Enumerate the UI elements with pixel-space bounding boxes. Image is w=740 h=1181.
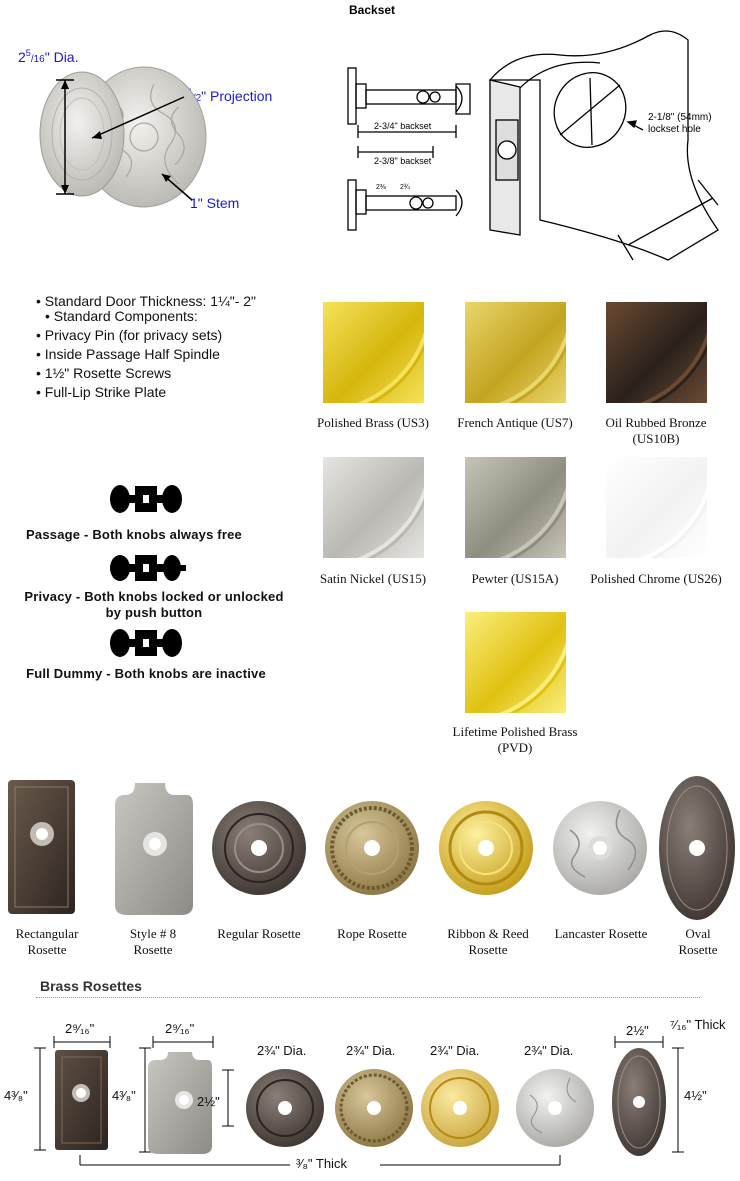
brass-rosettes-title: Brass Rosettes (40, 978, 142, 994)
style8-rosette[interactable] (115, 783, 193, 915)
passage-label: Passage - Both knobs always free (26, 527, 242, 542)
dummy-function-icon (110, 627, 182, 659)
spec-item: • Full-Lip Strike Plate (36, 383, 256, 402)
rosette-label: Style # 8 Rosette (129, 926, 177, 957)
finish-label: Oil Rubbed Bronze (US10B) (605, 415, 707, 446)
swatch-rim (606, 302, 707, 403)
backset-title: Backset (349, 3, 396, 17)
rosette-label: Rope Rosette (337, 926, 407, 941)
finish-swatch-satin-nickel[interactable] (323, 457, 424, 558)
finish-label: Polished Chrome (US26) (590, 571, 722, 586)
swatch-rim (323, 457, 424, 558)
regular-rosette[interactable] (212, 801, 306, 895)
knob-diameter-label: $2^5/16$" Dia. (18, 48, 79, 65)
rosette-label: Lancaster Rosette (554, 926, 648, 941)
swatch-rim (465, 612, 566, 713)
finish-label: Lifetime Polished Brass (PVD) (452, 724, 578, 755)
style8-inner-dim: 2½" (197, 1094, 220, 1109)
backset-short-label: 2-3/8" backset (374, 156, 432, 166)
ribbon-reed-rosette[interactable] (439, 801, 533, 895)
finish-swatch-polished-chrome[interactable] (606, 457, 707, 558)
rosette-label: Ribbon & Reed Rosette (447, 926, 529, 957)
knob-projection-label: 2" Projection (195, 88, 273, 104)
lancaster-rosette[interactable] (553, 801, 647, 895)
backset-long-label: 2-3/4" backset (374, 121, 432, 131)
oval-width-dim: 2½" (626, 1023, 649, 1038)
rect-height-dim: 4³⁄₈" (4, 1088, 28, 1103)
rect-width-dim: 2⁹⁄₁₆" (65, 1021, 95, 1036)
finish-swatch-lifetime-brass[interactable] (465, 612, 566, 713)
style8-height-dim: 4³⁄₈" (112, 1088, 136, 1103)
swatch-rim (323, 302, 424, 403)
rosette-label: Rectangular Rosette (15, 926, 79, 957)
oval-thick-label: ⁷⁄₁₆" Thick (670, 1017, 726, 1032)
backset-diagram (338, 20, 738, 270)
finish-swatch-pewter[interactable] (465, 457, 566, 558)
passage-function-icon (110, 483, 182, 515)
oval-height-dim: 4½" (684, 1088, 707, 1103)
section-divider (36, 997, 700, 998)
finish-label: Pewter (US15A) (471, 571, 559, 586)
latch-dim-b: 2¾ (400, 184, 410, 191)
lockset-hole-label: 2-1/8" (54mm) lockset hole (648, 112, 712, 135)
knob-stem-label: 1" Stem (190, 195, 240, 211)
oval-rosette[interactable] (659, 776, 735, 920)
latch-dim-a: 2⅜ (376, 184, 386, 191)
spec-item: • Standard Door Thickness: 1¼"- 2" (36, 292, 256, 311)
privacy-function-icon (110, 553, 188, 583)
rosette-label: Oval Rosette (678, 926, 718, 957)
spec-item: • Standard Components: (45, 307, 256, 326)
swatch-rim (465, 302, 566, 403)
rosette-gallery (0, 770, 740, 920)
spec-item: • Inside Passage Half Spindle (36, 345, 256, 364)
knob-illustration (34, 62, 214, 212)
swatch-rim (465, 457, 566, 558)
rosette-label: Regular Rosette (217, 926, 301, 941)
finish-label: French Antique (US7) (457, 415, 573, 430)
ribbon-dia-dim: 2¾" Dia. (430, 1043, 480, 1058)
finish-swatch-polished-brass[interactable] (323, 302, 424, 403)
regular-dia-dim: 2¾" Dia. (257, 1043, 307, 1058)
rope-rosette[interactable] (325, 801, 419, 895)
spec-item: • 1½" Rosette Screws (36, 364, 256, 383)
privacy-label: Privacy - Both knobs locked or unlocked by push button (24, 589, 284, 620)
thick-label: ³⁄₈" Thick (296, 1156, 347, 1171)
finish-label: Satin Nickel (US15) (319, 571, 427, 586)
rectangular-rosette[interactable] (8, 780, 75, 914)
finish-label: Polished Brass (US3) (317, 415, 429, 430)
style8-width-dim: 2⁹⁄₁₆" (165, 1021, 195, 1036)
swatch-rim (606, 457, 707, 558)
lancaster-dia-dim: 2¾" Dia. (524, 1043, 574, 1058)
spec-item: • Privacy Pin (for privacy sets) (36, 326, 256, 345)
rope-dia-dim: 2¾" Dia. (346, 1043, 396, 1058)
dummy-label: Full Dummy - Both knobs are inactive (26, 666, 266, 681)
finish-swatch-oil-rubbed-bronze[interactable] (606, 302, 707, 403)
spec-list (36, 292, 256, 402)
finish-swatch-french-antique[interactable] (465, 302, 566, 403)
